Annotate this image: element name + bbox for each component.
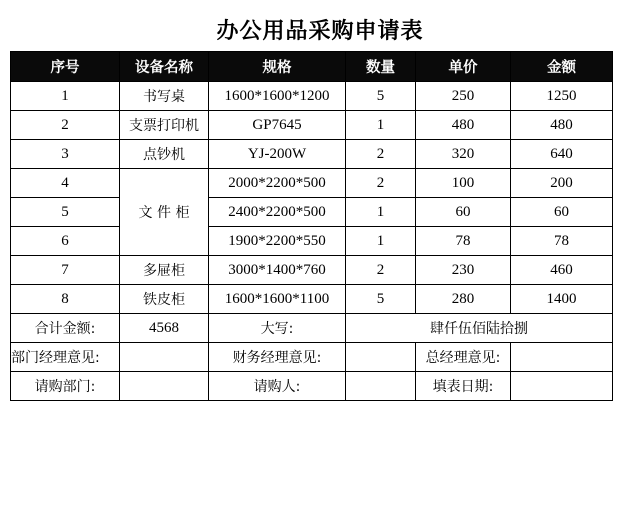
cell-unit-price: 320 [416,140,511,169]
requester-label: 请购人: [209,372,346,401]
table-row [11,227,613,256]
dept-manager-opinion-field[interactable] [120,343,209,372]
total-amount-value: 4568 [120,314,209,343]
table-row [11,111,613,140]
finance-manager-opinion-field[interactable] [346,343,416,372]
cell-no: 4 [11,169,120,198]
cell-no: 7 [11,256,120,285]
header-device-name: 设备名称 [120,52,209,82]
general-manager-opinion-label: 总经理意见: [416,343,511,372]
table-header-row [11,52,613,82]
cell-unit-price: 280 [416,285,511,314]
cell-device-name: 点钞机 [120,140,209,169]
cell-quantity: 2 [346,256,416,285]
cell-device-name: 支票打印机 [120,111,209,140]
header-quantity: 数量 [346,52,416,82]
cell-quantity: 2 [346,169,416,198]
cell-unit-price: 230 [416,256,511,285]
cell-spec: GP7645 [209,111,346,140]
cell-amount: 480 [511,111,613,140]
table-row [11,169,613,198]
header-spec: 规格 [209,52,346,82]
total-amount-label: 合计金额: [11,314,120,343]
requesting-dept-label: 请购部门: [11,372,120,401]
cell-amount: 78 [511,227,613,256]
approval-row [11,343,613,372]
cell-quantity: 1 [346,227,416,256]
general-manager-opinion-field[interactable] [511,343,613,372]
cell-spec: 1900*2200*550 [209,227,346,256]
cell-amount: 1400 [511,285,613,314]
cell-unit-price: 100 [416,169,511,198]
cell-spec: 2000*2200*500 [209,169,346,198]
uppercase-amount-value: 肆仟伍佰陆拾捌 [346,314,613,343]
table-row [11,82,613,111]
header-unit-price: 单价 [416,52,511,82]
cell-amount: 1250 [511,82,613,111]
header-no: 序号 [11,52,120,82]
cell-no: 8 [11,285,120,314]
cell-no: 3 [11,140,120,169]
cell-amount: 200 [511,169,613,198]
table-row [11,140,613,169]
cell-quantity: 1 [346,198,416,227]
uppercase-amount-label: 大写: [209,314,346,343]
form-title: 办公用品采购申请表 [216,19,424,44]
cell-no: 6 [11,227,120,256]
cell-device-name: 书写桌 [120,82,209,111]
cell-amount: 640 [511,140,613,169]
table-row [11,198,613,227]
total-row [11,314,613,343]
cell-spec: 3000*1400*760 [209,256,346,285]
purchase-request-table [10,51,613,401]
table-row [11,285,613,314]
fill-date-field[interactable] [511,372,613,401]
requester-field[interactable] [346,372,416,401]
cell-device-name: 铁皮柜 [120,285,209,314]
cell-device-name-merged: 文 件 柜 [120,169,209,256]
requesting-dept-field[interactable] [120,372,209,401]
cell-spec: 2400*2200*500 [209,198,346,227]
cell-unit-price: 60 [416,198,511,227]
cell-quantity: 5 [346,285,416,314]
cell-unit-price: 78 [416,227,511,256]
fill-date-label: 填表日期: [416,372,511,401]
cell-spec: 1600*1600*1200 [209,82,346,111]
cell-device-name: 多屉柜 [120,256,209,285]
cell-quantity: 1 [346,111,416,140]
cell-quantity: 5 [346,82,416,111]
finance-manager-opinion-label: 财务经理意见: [209,343,346,372]
cell-quantity: 2 [346,140,416,169]
cell-no: 2 [11,111,120,140]
cell-no: 5 [11,198,120,227]
cell-amount: 460 [511,256,613,285]
table-row [11,256,613,285]
header-amount: 金额 [511,52,613,82]
cell-unit-price: 480 [416,111,511,140]
cell-no: 1 [11,82,120,111]
dept-manager-opinion-label: 部门经理意见: [11,343,120,372]
cell-spec: YJ-200W [209,140,346,169]
cell-spec: 1600*1600*1100 [209,285,346,314]
cell-amount: 60 [511,198,613,227]
cell-unit-price: 250 [416,82,511,111]
footer-row [11,372,613,401]
